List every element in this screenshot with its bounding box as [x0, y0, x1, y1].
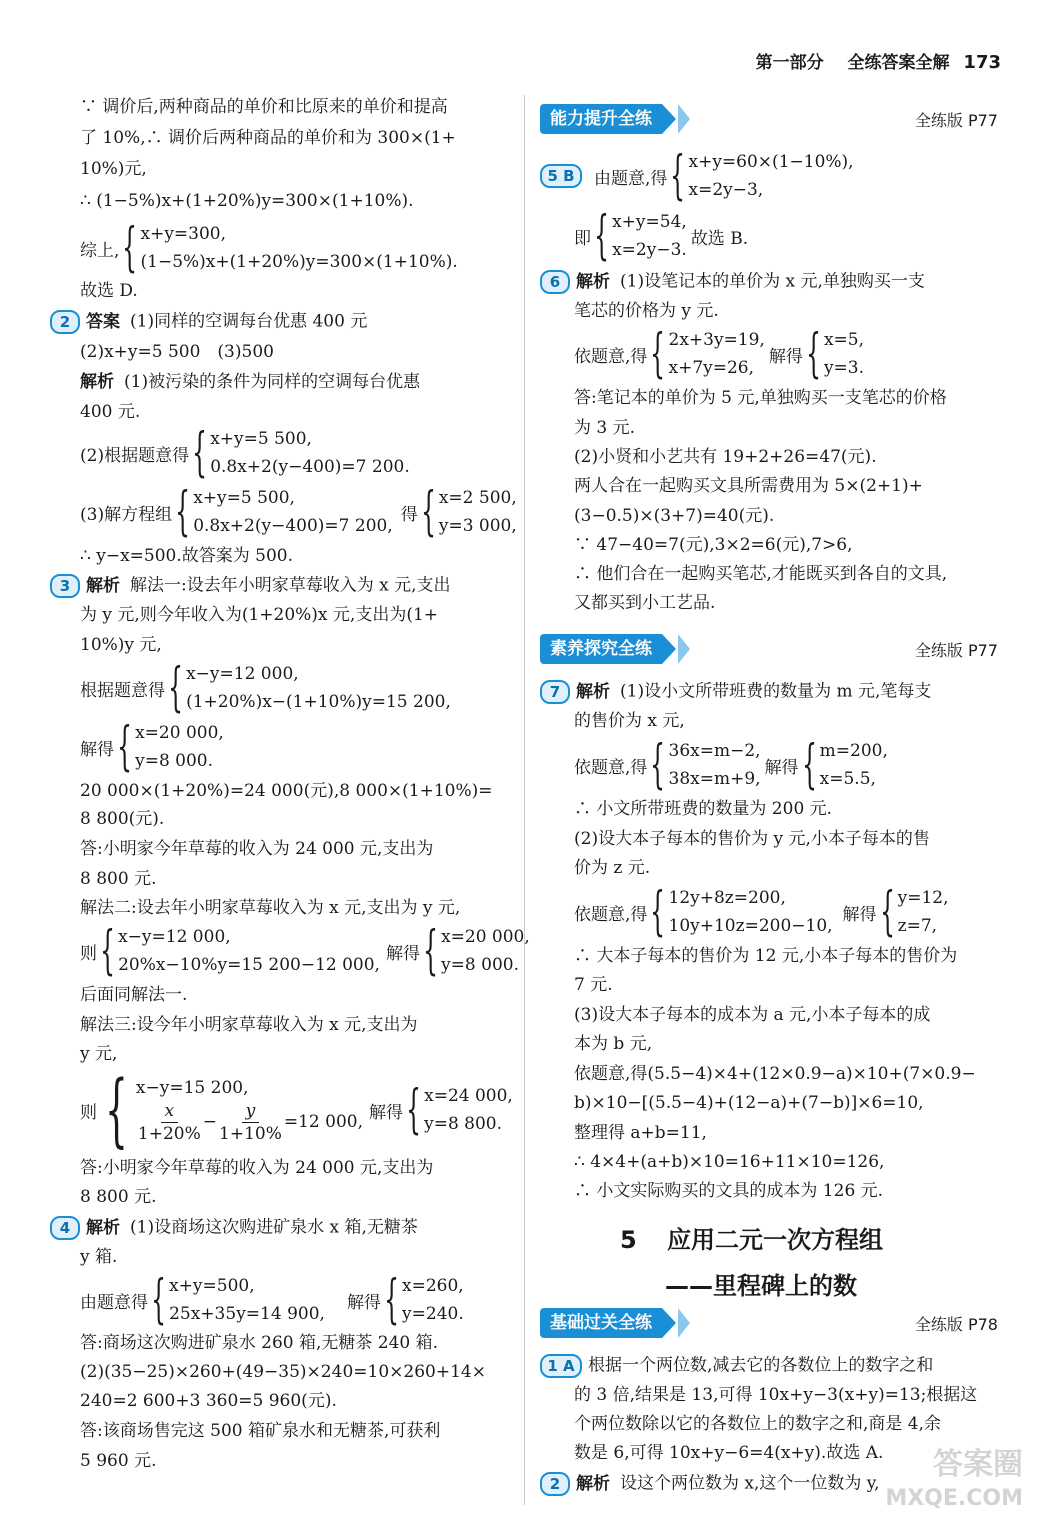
- equation: 25x+35y=14 900,: [169, 1304, 325, 1324]
- text-line: 10%)元,: [80, 159, 147, 179]
- question-number-badge: 4: [50, 1216, 80, 1240]
- section-banner: [540, 634, 690, 664]
- text-line: 本为 b 元,: [574, 1034, 653, 1054]
- text-line: (2)设大本子每本的售价为 y 元,小本子每本的售: [574, 829, 930, 849]
- banner-label: 基础过关全练: [540, 1308, 662, 1338]
- text-line: 整理得 a+b=11,: [574, 1123, 707, 1143]
- text-line: 解法三:设今年小明家草莓收入为 x 元,支出为: [80, 1015, 418, 1035]
- text-span: 解法一:设去年小明家草莓收入为 x 元,支出: [130, 575, 451, 596]
- equation-system: [80, 719, 224, 775]
- text-line: ∴ 小文实际购买的文具的成本为 126 元.: [574, 1181, 884, 1201]
- arrow-icon: [678, 104, 690, 134]
- equation: x−y=15 200,: [135, 1077, 249, 1098]
- brace-icon: {: [594, 206, 609, 266]
- equation: 0.8x+2(y−400)=7 200,: [193, 516, 393, 536]
- fraction: [219, 1100, 282, 1145]
- text-line: 价为 z 元.: [574, 858, 651, 878]
- equation-system: [80, 660, 451, 716]
- equation: x=2y−3,: [688, 180, 764, 200]
- equation: y=8 000.: [441, 955, 519, 975]
- text-label: 综上,: [80, 240, 120, 261]
- header-title: 全练答案全解: [847, 53, 950, 73]
- watermark: [885, 1448, 1023, 1516]
- text-line: (3)设大本子每本的成本为 a 元,小本子每本的成: [574, 1005, 931, 1025]
- text-line: y 箱.: [80, 1247, 118, 1267]
- brace-icon: {: [420, 482, 436, 542]
- equation: x+y=500,: [169, 1276, 255, 1296]
- equation: x+y=54,: [612, 212, 687, 232]
- equation: x=5,: [823, 330, 865, 350]
- brace-icon: {: [192, 423, 208, 483]
- answer-tag: 答案: [86, 311, 120, 332]
- column-divider: [524, 95, 525, 1505]
- equation: x=20 000,: [441, 927, 530, 947]
- text-line: 解法二:设去年小明家草莓收入为 x 元,支出为 y 元,: [80, 898, 461, 918]
- text-line: ∴ 小文所带班费的数量为 200 元.: [574, 799, 833, 819]
- text-line: 20 000×(1+20%)=24 000(元),8 000×(1+10%)=: [80, 781, 493, 801]
- equation: m=200,: [819, 741, 888, 761]
- brace-icon: {: [100, 921, 115, 981]
- equation-system: [574, 737, 888, 793]
- equation: x+y=300,: [140, 224, 227, 244]
- text-span: 根据一个两位数,减去它的各数位上的数字之和: [588, 1355, 934, 1376]
- equation: y=3.: [823, 358, 865, 378]
- analysis-tag: 解析: [80, 372, 114, 392]
- equation: 10y+10z=200−10,: [668, 916, 833, 936]
- analysis-tag: 解析: [576, 271, 610, 292]
- brace-icon: {: [384, 1270, 399, 1330]
- equation: 2x+3y=19,: [668, 330, 765, 350]
- banner-reference: 全练版 P77: [914, 641, 998, 660]
- text-line: 10%)y 元,: [80, 635, 162, 655]
- equation-system: [80, 923, 530, 979]
- text-line: (2)x+y=5 500 (3)500: [80, 342, 274, 362]
- equation-system: [574, 884, 949, 940]
- arrow-icon: [678, 634, 690, 664]
- banner-reference: 全练版 P78: [914, 1315, 998, 1334]
- question-number-badge: 2: [540, 1472, 570, 1496]
- text-label: 依题意,得: [574, 346, 648, 367]
- text-line: y 元,: [80, 1044, 118, 1064]
- text-line: (2)(35−25)×260+(49−35)×240=10×260+14×: [80, 1362, 486, 1382]
- equation-system: [540, 148, 854, 204]
- text-line: (1)同样的空调每台优惠 400 元: [130, 311, 368, 332]
- text-line: 240=2 600+3 360=5 960(元).: [80, 1391, 337, 1411]
- text-line: 后面同解法一.: [80, 985, 188, 1005]
- analysis-tag: 解析: [86, 1217, 120, 1238]
- text-line: 数是 6,可得 10x+y−6=4(x+y).故选 A.: [574, 1443, 884, 1463]
- equation: x=260,: [402, 1276, 464, 1296]
- equation: 36x=m−2,: [668, 741, 761, 761]
- text-line: 7 元.: [574, 975, 613, 995]
- brace-icon: {: [650, 882, 666, 942]
- question-3-line: [50, 574, 451, 598]
- text-line: ∵ 47−40=7(元),3×2=6(元),7>6,: [574, 535, 853, 555]
- text-line: (3−0.5)×(3+7)=40(元).: [574, 506, 775, 526]
- text-line: 8 800(元).: [80, 809, 165, 829]
- page-header: [756, 48, 1001, 73]
- equation-system: [80, 220, 458, 276]
- brace-icon: {: [423, 921, 438, 981]
- equation: y=12,: [897, 888, 949, 908]
- question-2-line: [540, 1472, 880, 1496]
- equation: x+y=60×(1−10%),: [688, 152, 854, 172]
- numerator: x: [161, 1100, 179, 1123]
- text-line: 400 元.: [80, 402, 141, 422]
- section-number: 5: [620, 1226, 637, 1254]
- numerator: y: [242, 1100, 260, 1123]
- text-line: [80, 371, 420, 393]
- brace-icon: {: [175, 482, 191, 542]
- text-line: 答:小明家今年草莓的收入为 24 000 元,支出为: [80, 839, 434, 859]
- equation-system: [80, 484, 517, 540]
- text-line: 为 y 元,则今年收入为(1+20%)x 元,支出为(1+: [80, 605, 439, 625]
- section-title: [620, 1220, 883, 1255]
- brace-icon: {: [805, 324, 821, 384]
- text-line: 5 960 元.: [80, 1451, 157, 1471]
- text-label: 解得: [346, 1292, 381, 1313]
- text-line: 答:小明家今年草莓的收入为 24 000 元,支出为: [80, 1158, 434, 1178]
- text-line: ∴ 大本子每本的售价为 12 元,小本子每本的售价为: [574, 946, 958, 966]
- brace-icon: {: [151, 1270, 166, 1330]
- text-line: 的 3 倍,结果是 13,可得 10x+y−3(x+y)=13;根据这: [574, 1385, 978, 1405]
- text-span: (1)被污染的条件为同样的空调每台优惠: [124, 372, 421, 392]
- arrow-icon: [678, 1308, 690, 1338]
- text-line: 8 800 元.: [80, 869, 157, 889]
- text-line: 个两位数除以它的各数位上的数字之和,商是 4,余: [574, 1414, 942, 1434]
- denominator: 1+10%: [219, 1123, 282, 1144]
- text-line: 依题意,得(5.5−4)×4+(12×0.9−a)×10+(7×0.9−: [574, 1064, 976, 1084]
- equation: x=5.5,: [819, 769, 876, 789]
- text-line: ∴ (1−5%)x+(1+20%)y=300×(1+10%).: [80, 191, 414, 211]
- question-2-line: [50, 310, 367, 334]
- text-label: 则: [80, 1102, 97, 1123]
- equation: x−y=12 000,: [186, 664, 299, 684]
- banner-label: 素养探究全练: [540, 634, 662, 664]
- text-line: 两人合在一起购买文具所需费用为 5×(2+1)+: [574, 476, 923, 496]
- equation: x+y=5 500,: [210, 429, 312, 449]
- text-line: 8 800 元.: [80, 1187, 157, 1207]
- equation: 20%x−10%y=15 200−12 000,: [118, 955, 380, 975]
- text-span: (1)设笔记本的单价为 x 元,单独购买一支: [620, 271, 925, 292]
- section-subtitle: ——里程碑上的数: [665, 1272, 857, 1300]
- brace-icon: {: [406, 1080, 422, 1140]
- question-number-badge: 2: [50, 310, 80, 334]
- equation: y=8 800.: [424, 1114, 503, 1134]
- text-span: (1)设小文所带班费的数量为 m 元,笔每支: [620, 681, 932, 702]
- text-line: 答:该商场售完这 500 箱矿泉水和无糖茶,可获利: [80, 1421, 441, 1441]
- text-label: 解得: [768, 346, 803, 367]
- brace-icon: {: [117, 717, 132, 777]
- brace-icon: {: [879, 882, 895, 942]
- text-line: 为 3 元.: [574, 418, 636, 438]
- equation: 0.8x+2(y−400)=7 200.: [210, 457, 410, 477]
- brace-icon: {: [168, 658, 183, 718]
- question-number-badge: 3: [50, 574, 80, 598]
- banner-reference: 全练版 P77: [914, 111, 998, 130]
- text-line: (2)小贤和小艺共有 19+2+26=47(元).: [574, 447, 877, 467]
- equation: x+y=5 500,: [193, 488, 295, 508]
- question-7-line: [540, 680, 931, 704]
- arrow-icon: [662, 1308, 676, 1338]
- text-span: (1)设商场这次购进矿泉水 x 箱,无糖茶: [130, 1217, 418, 1238]
- equation: =12 000,: [283, 1112, 364, 1132]
- section-banner: [540, 104, 690, 134]
- text-line: ∴ 4×4+(a+b)×10=16+11×10=126,: [574, 1152, 885, 1172]
- equation: x=2 500,: [438, 488, 517, 508]
- brace-icon: {: [801, 735, 817, 795]
- text-label: 根据题意得: [80, 680, 165, 701]
- analysis-tag: 解析: [576, 1473, 610, 1494]
- text-label: 由题意,得: [594, 168, 668, 189]
- text-line: 笔芯的价格为 y 元.: [574, 301, 719, 321]
- equation-system: [80, 1272, 464, 1328]
- text-label: 故选 B.: [690, 228, 749, 249]
- arrow-icon: [662, 634, 676, 664]
- question-4-line: [50, 1216, 418, 1240]
- text-label: (3)解方程组: [80, 504, 173, 525]
- equation: (1+20%)x−(1+10%)y=15 200,: [186, 692, 451, 712]
- brace-icon: {: [650, 324, 666, 384]
- equation-system: [80, 425, 410, 481]
- text-label: 得: [400, 504, 418, 525]
- text-label: 则: [80, 943, 97, 964]
- text-label: 解得: [80, 739, 114, 760]
- equation-system: [574, 208, 748, 264]
- text-line: 了 10%,∴ 调价后两种商品的单价和为 300×(1+: [80, 128, 456, 148]
- denominator: 1+20%: [137, 1123, 201, 1144]
- text-line: 答:笔记本的单价为 5 元,单独购买一支笔芯的价格: [574, 388, 947, 408]
- text-label: 即: [574, 228, 591, 249]
- equation: y=8 000.: [135, 751, 214, 771]
- text-span: 设这个两位数为 x,这个一位数为 y,: [620, 1473, 880, 1494]
- watermark-url: MXQE.COM: [885, 1486, 1023, 1511]
- equation-system: [80, 1063, 513, 1156]
- text-label: 由题意得: [80, 1292, 148, 1313]
- section-banner: [540, 1308, 690, 1338]
- equation-system: [574, 326, 864, 382]
- question-number-badge: 6: [540, 270, 570, 294]
- arrow-icon: [662, 104, 676, 134]
- banner-label: 能力提升全练: [540, 104, 662, 134]
- section-heading: 应用二元一次方程组: [667, 1226, 884, 1254]
- equation: y=3 000,: [438, 516, 517, 536]
- text-label: 解得: [764, 757, 799, 778]
- watermark-logo-text: 答案圈: [933, 1447, 1023, 1482]
- analysis-tag: 解析: [576, 681, 610, 702]
- text-line: b)×10−[(5.5−4)+(12−a)+(7−b)]×6=10,: [574, 1093, 924, 1113]
- text-line: ∵ 调价后,两种商品的单价和比原来的单价和提高: [80, 97, 448, 117]
- brace-icon: {: [670, 146, 686, 206]
- equation: y=240.: [402, 1304, 464, 1324]
- text-label: 解得: [369, 1102, 404, 1123]
- text-label: 依题意,得: [574, 904, 648, 925]
- fraction-equation: [136, 1100, 363, 1145]
- text-line: ∴ 他们合在一起购买笔芯,才能既买到各自的文具,: [574, 564, 948, 584]
- question-number-badge: 1 A: [540, 1354, 582, 1378]
- text-line: ∴ y−x=500.故答案为 500.: [80, 546, 294, 566]
- text-label: 依题意,得: [574, 757, 648, 778]
- brace-icon: {: [650, 735, 666, 795]
- fraction: [138, 1100, 201, 1145]
- brace-icon: {: [122, 218, 138, 278]
- equation: x=20 000,: [135, 723, 224, 743]
- equation: z=7,: [897, 916, 938, 936]
- question-1-line: [540, 1354, 933, 1378]
- equation: 38x=m+9,: [668, 769, 761, 789]
- text-label: 解得: [842, 904, 877, 925]
- text-label: (2)根据题意得: [80, 445, 190, 466]
- question-number-badge: 5 B: [540, 164, 582, 188]
- equation: x−y=12 000,: [118, 927, 231, 947]
- text-line: 答:商场这次购进矿泉水 260 箱,无糖茶 240 箱.: [80, 1333, 439, 1353]
- analysis-tag: 解析: [86, 575, 120, 596]
- page-number: 173: [963, 52, 1001, 73]
- brace-icon: {: [104, 1063, 128, 1156]
- question-6-line: [540, 270, 925, 294]
- equation: x+7y=26,: [668, 358, 755, 378]
- operator: −: [202, 1112, 218, 1132]
- text-line: 故选 D.: [80, 281, 138, 301]
- text-line: 又都买到小工艺品.: [574, 593, 716, 613]
- equation: 12y+8z=200,: [668, 888, 786, 908]
- equation: x=2y−3.: [612, 240, 687, 260]
- header-part: 第一部分: [755, 53, 824, 73]
- text-label: 解得: [385, 943, 420, 964]
- equation: (1−5%)x+(1+20%)y=300×(1+10%).: [140, 252, 458, 272]
- equation: x=24 000,: [424, 1086, 513, 1106]
- text-line: 的售价为 x 元,: [574, 711, 685, 731]
- question-number-badge: 7: [540, 680, 570, 704]
